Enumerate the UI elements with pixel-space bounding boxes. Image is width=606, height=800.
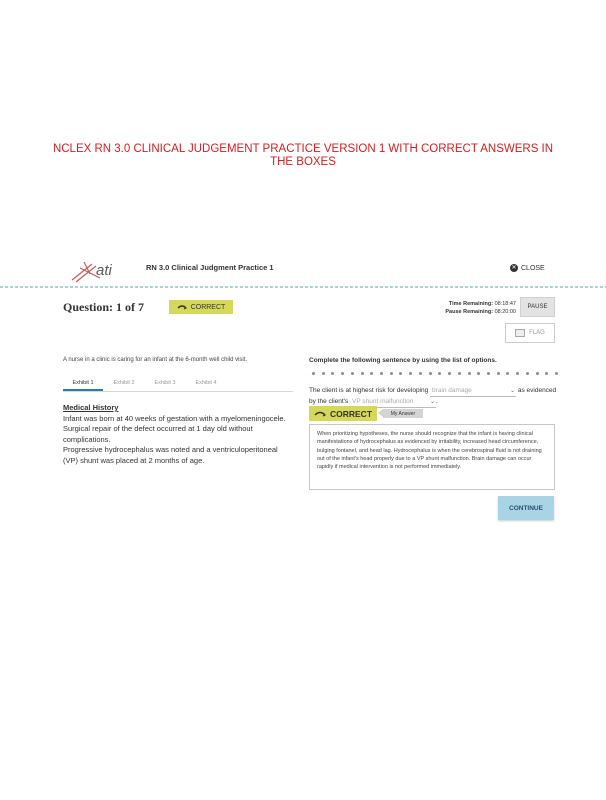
header-divider	[0, 285, 606, 289]
scenario-text: A nurse in a clinic is caring for an infant at the 6-month well child visit.	[63, 357, 248, 363]
cloze-sentence	[309, 386, 559, 408]
flag-icon	[515, 329, 525, 337]
pause-remaining-value: 08:20:00	[494, 309, 516, 315]
sentence-part-1: The client is at highest risk for developing	[309, 387, 429, 394]
question-status-label: CORRECT	[190, 303, 226, 311]
dropdown-evidence-value: VP shunt malfunction	[352, 398, 414, 405]
question-counter: Question: 1 of 7	[63, 300, 144, 314]
pause-button[interactable]: PAUSE	[520, 297, 555, 317]
sentence-part-2: as evidenced by the client's	[309, 387, 557, 405]
close-button[interactable]	[510, 264, 545, 272]
time-remaining-label: Time Remaining:	[448, 301, 494, 307]
answer-status-badge	[309, 406, 377, 421]
close-label: CLOSE	[521, 264, 545, 272]
dropdown-risk-value: brain damage	[432, 387, 472, 394]
sentence-end: .	[436, 398, 438, 405]
progress-dots	[312, 372, 558, 378]
ati-logo-icon	[70, 258, 120, 284]
tab-exhibit-4[interactable]: Exhibit 4	[195, 380, 217, 386]
history-line: Infant was born at 40 weeks of gestation with a myelomeningocele.	[63, 413, 286, 423]
history-line: Surgical repair of the defect occurred at 1 day old without complications.	[63, 424, 253, 444]
app-title: RN 3.0 Clinical Judgment Practice 1	[146, 263, 274, 272]
my-answer-tag: My Answer	[383, 409, 423, 418]
logo-text: ati	[96, 262, 112, 279]
document-title: NCLEX RN 3.0 CLINICAL JUDGEMENT PRACTICE VERSION 1 WITH CORRECT ANSWERS IN THE BOXES	[52, 143, 554, 168]
pause-remaining-label: Pause Remaining:	[445, 309, 494, 315]
tab-exhibit-3[interactable]: Exhibit 3	[154, 380, 176, 386]
continue-button[interactable]: CONTINUE	[498, 496, 554, 520]
dropdown-risk[interactable]	[430, 386, 516, 397]
question-status-badge	[169, 300, 233, 314]
answer-status-label: CORRECT	[329, 408, 373, 419]
medical-history-title: Medical History	[63, 403, 119, 412]
curved-arrow-icon	[177, 304, 187, 310]
rationale-box: When prioritizing hypotheses, the nurse should recognize that the infant is having clinical manifestations of hydrocephalus as evidenced by irritability, increased head circumference, bulging fontanel, and head lag. Hydrocephalus is when the cerebrospinal fluid is not draining out of the infant's head properly due to a VP shunt malfunction. Brain damage can occur rapidly if medical intervention is not performed immediately.	[309, 424, 555, 490]
close-icon: ✕	[511, 265, 517, 271]
medical-history	[63, 403, 293, 466]
history-line: Progressive hydrocephalus was noted and a ventriculoperitoneal (VP) shunt was placed at 2 months of age.	[63, 445, 278, 465]
exhibit-tabs	[63, 376, 293, 392]
chevron-down-icon: ⌄	[510, 388, 516, 394]
flag-button[interactable]	[505, 323, 555, 343]
instruction-text: Complete the following sentence by using the list of options.	[309, 357, 497, 364]
tab-exhibit-1[interactable]: Exhibit 1	[63, 376, 103, 391]
flag-label: FLAG	[529, 330, 545, 336]
timer-panel	[420, 300, 516, 316]
time-remaining-value: 08:18:47	[494, 301, 516, 307]
tab-exhibit-2[interactable]: Exhibit 2	[113, 380, 135, 386]
curved-arrow-icon	[314, 410, 326, 417]
chevron-down-icon: ⌄	[429, 399, 435, 405]
